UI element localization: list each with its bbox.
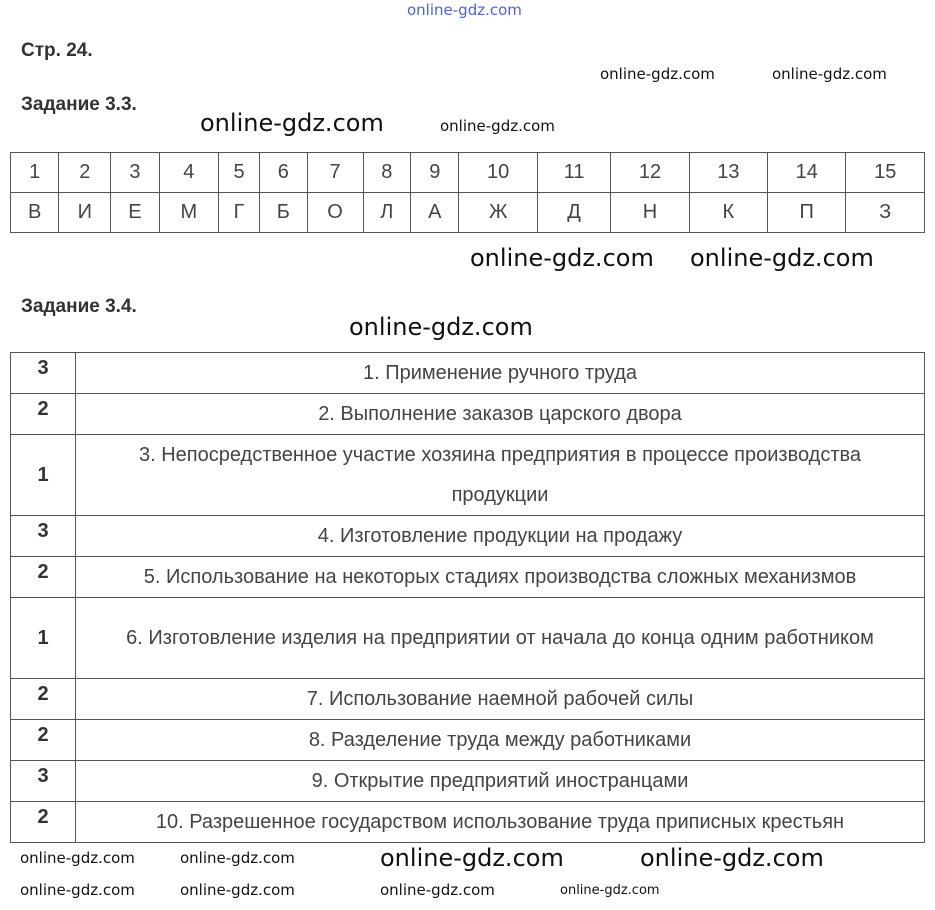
answer-number: 2	[11, 557, 76, 598]
letter-cell: П	[768, 193, 846, 233]
number-cell: 6	[260, 153, 308, 193]
letter-cell: К	[689, 193, 767, 233]
watermark: online-gdz.com	[560, 883, 660, 898]
table-row	[11, 679, 925, 720]
table-row	[11, 394, 925, 435]
letter-cell: Г	[219, 193, 260, 233]
statement-text: 8. Разделение труда между работниками	[76, 720, 925, 761]
table-row	[11, 557, 925, 598]
letter-cell: М	[159, 193, 219, 233]
letter-cell: Ж	[459, 193, 537, 233]
letter-cell: Д	[537, 193, 610, 233]
letter-cell: Н	[611, 193, 689, 233]
number-cell: 5	[219, 153, 260, 193]
watermark: online-gdz.com	[690, 244, 874, 272]
watermark: online-gdz.com	[349, 313, 533, 341]
answer-number: 2	[11, 394, 76, 435]
watermark: online-gdz.com	[600, 65, 715, 83]
watermark: online-gdz.com	[380, 881, 495, 899]
statement-text: 6. Изготовление изделия на предприятии от начала до конца одним работником	[76, 598, 925, 679]
letter-cell: Б	[260, 193, 308, 233]
table-row	[11, 720, 925, 761]
letter-cell: Л	[363, 193, 411, 233]
number-cell: 10	[459, 153, 537, 193]
number-cell: 9	[411, 153, 459, 193]
numbers-row	[11, 153, 925, 193]
statement-text: 1. Применение ручного труда	[76, 353, 925, 394]
letter-cell: О	[307, 193, 363, 233]
letter-cell: И	[59, 193, 111, 233]
table-row	[11, 598, 925, 679]
number-cell: 13	[689, 153, 767, 193]
answer-number: 2	[11, 679, 76, 720]
number-cell: 2	[59, 153, 111, 193]
table-row	[11, 802, 925, 843]
table-row	[11, 435, 925, 516]
number-cell: 11	[537, 153, 610, 193]
task-3-3-title: Задание 3.3.	[21, 94, 137, 115]
number-cell: 15	[846, 153, 925, 193]
statement-text: 9. Открытие предприятий иностранцами	[76, 761, 925, 802]
number-cell: 1	[11, 153, 59, 193]
answer-number: 2	[11, 802, 76, 843]
statement-text: 4. Изготовление продукции на продажу	[76, 516, 925, 557]
page-reference: Стр. 24.	[21, 40, 93, 61]
watermark: online-gdz.com	[470, 244, 654, 272]
watermark: online-gdz.com	[440, 117, 555, 135]
table-row	[11, 516, 925, 557]
watermark: online-gdz.com	[772, 65, 887, 83]
letter-cell: А	[411, 193, 459, 233]
answer-number: 3	[11, 353, 76, 394]
number-cell: 14	[768, 153, 846, 193]
watermark: online-gdz.com	[200, 109, 384, 137]
task-3-4-title: Задание 3.4.	[21, 296, 137, 317]
statement-text: 3. Непосредственное участие хозяина предприятия в процессе производства продукции	[76, 435, 925, 516]
watermark: online-gdz.com	[180, 881, 295, 899]
letter-cell: В	[11, 193, 59, 233]
answer-number: 3	[11, 761, 76, 802]
number-cell: 3	[111, 153, 159, 193]
answer-table-3-4	[10, 352, 925, 843]
watermark: online-gdz.com	[407, 1, 522, 19]
letters-row	[11, 193, 925, 233]
statement-text: 7. Использование наемной рабочей силы	[76, 679, 925, 720]
watermark: online-gdz.com	[640, 844, 824, 872]
number-cell: 4	[159, 153, 219, 193]
answer-number: 1	[11, 435, 76, 516]
number-cell: 8	[363, 153, 411, 193]
letter-cell: Е	[111, 193, 159, 233]
watermark: online-gdz.com	[20, 881, 135, 899]
number-cell: 7	[307, 153, 363, 193]
letter-cell: З	[846, 193, 925, 233]
statement-text: 5. Использование на некоторых стадиях производства сложных механизмов	[76, 557, 925, 598]
table-row	[11, 761, 925, 802]
watermark: online-gdz.com	[380, 844, 564, 872]
answer-number: 1	[11, 598, 76, 679]
statement-text: 10. Разрешенное государством использование труда приписных крестьян	[76, 802, 925, 843]
answer-table-3-3	[10, 152, 925, 233]
statement-text: 2. Выполнение заказов царского двора	[76, 394, 925, 435]
answer-number: 2	[11, 720, 76, 761]
table-row	[11, 353, 925, 394]
watermark: online-gdz.com	[20, 849, 135, 867]
number-cell: 12	[611, 153, 689, 193]
watermark: online-gdz.com	[180, 849, 295, 867]
answer-number: 3	[11, 516, 76, 557]
